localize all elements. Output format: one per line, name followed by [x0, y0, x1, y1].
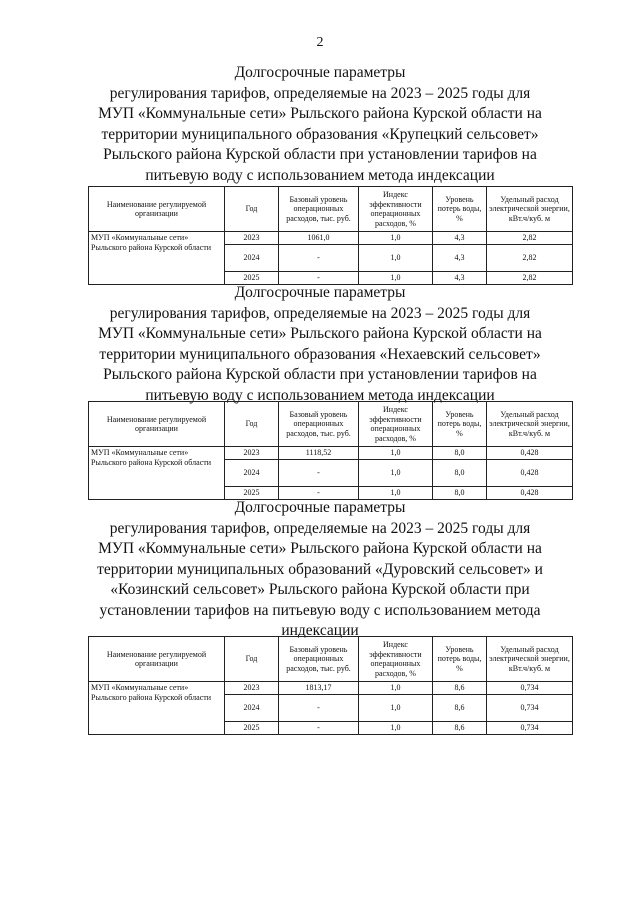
- year-cell: 2024: [225, 460, 279, 487]
- year-cell: 2025: [225, 487, 279, 500]
- energy-cell: 2,82: [487, 272, 573, 285]
- organization-cell: МУП «Коммунальные сети» Рыльского района Курской области: [89, 682, 225, 735]
- heading-line: территории муниципальных образований «Дуровский сельсовет» и: [97, 560, 543, 578]
- index-cell: 1,0: [359, 682, 433, 695]
- energy-cell: 0,428: [487, 460, 573, 487]
- header-index: Индекс эффективности операционных расходов, %: [359, 637, 433, 682]
- table-header-row: [89, 637, 573, 682]
- base-cell: -: [279, 487, 359, 500]
- table-row: [89, 447, 573, 460]
- heading-line: регулирования тарифов, определяемые на 2023 – 2025 годы для: [109, 304, 531, 322]
- index-cell: 1,0: [359, 695, 433, 722]
- heading-line: Долгосрочные параметры: [234, 284, 406, 301]
- organization-cell: МУП «Коммунальные сети» Рыльского района Курской области: [89, 232, 225, 285]
- heading-line: Рыльского района Курской области при установлении тарифов на: [103, 366, 537, 383]
- heading-line: питьевую воду с использованием метода индексации: [145, 166, 495, 184]
- header-loss: Уровень потерь воды, %: [433, 402, 487, 447]
- heading-line: регулирования тарифов, определяемые на 2023 – 2025 годы для: [109, 519, 531, 537]
- year-cell: 2024: [225, 245, 279, 272]
- energy-cell: 2,82: [487, 232, 573, 245]
- year-cell: 2025: [225, 722, 279, 735]
- loss-cell: 8,6: [433, 695, 487, 722]
- header-org: Наименование регулируемой организации: [89, 187, 225, 232]
- base-cell: -: [279, 272, 359, 285]
- header-base: Базовый уровень операционных расходов, тыс. руб.: [279, 402, 359, 447]
- section-heading: [0, 498, 640, 642]
- page-number: 2: [316, 35, 324, 50]
- header-energy: Удельный расход электрической энергии, кВт.ч/куб. м: [487, 187, 573, 232]
- energy-cell: 0,734: [487, 722, 573, 735]
- header-org: Наименование регулируемой организации: [89, 637, 225, 682]
- heading-line: Долгосрочные параметры: [234, 499, 406, 516]
- heading-line: МУП «Коммунальные сети» Рыльского района Курской области на: [98, 325, 542, 342]
- section-krupets: [0, 63, 640, 186]
- header-year: Год: [225, 637, 279, 682]
- base-cell: -: [279, 722, 359, 735]
- heading-line: установлении тарифов на питьевую воду с использованием метода: [99, 601, 541, 619]
- energy-cell: 0,428: [487, 487, 573, 500]
- loss-cell: 8,0: [433, 487, 487, 500]
- base-cell: -: [279, 245, 359, 272]
- tariff-table-durov-kozin: [88, 636, 573, 735]
- table-header-row: [89, 187, 573, 232]
- loss-cell: 8,0: [433, 447, 487, 460]
- heading-line: Рыльского района Курской области при установлении тарифов на: [103, 146, 537, 163]
- header-energy: Удельный расход электрической энергии, кВт.ч/куб. м: [487, 402, 573, 447]
- year-cell: 2023: [225, 682, 279, 695]
- table-row: [89, 232, 573, 245]
- base-cell: 1118,52: [279, 447, 359, 460]
- loss-cell: 4,3: [433, 232, 487, 245]
- table-row: [89, 682, 573, 695]
- heading-line: индексации: [281, 622, 359, 639]
- section-nekhaev: [0, 283, 640, 406]
- heading-line: регулирования тарифов, определяемые на 2023 – 2025 годы для: [109, 84, 531, 102]
- index-cell: 1,0: [359, 722, 433, 735]
- heading-line: МУП «Коммунальные сети» Рыльского района Курской области на: [98, 540, 542, 557]
- header-index: Индекс эффективности операционных расходов, %: [359, 402, 433, 447]
- year-cell: 2023: [225, 232, 279, 245]
- header-index: Индекс эффективности операционных расходов, %: [359, 187, 433, 232]
- year-cell: 2025: [225, 272, 279, 285]
- index-cell: 1,0: [359, 232, 433, 245]
- base-cell: 1061,0: [279, 232, 359, 245]
- header-base: Базовый уровень операционных расходов, тыс. руб.: [279, 187, 359, 232]
- header-org: Наименование регулируемой организации: [89, 402, 225, 447]
- section-heading: [0, 63, 640, 186]
- index-cell: 1,0: [359, 272, 433, 285]
- heading-line: территории муниципального образования «Крупецкий сельсовет»: [101, 125, 539, 143]
- index-cell: 1,0: [359, 245, 433, 272]
- energy-cell: 0,734: [487, 682, 573, 695]
- heading-line: питьевую воду с использованием метода индексации: [145, 386, 495, 404]
- header-base: Базовый уровень операционных расходов, тыс. руб.: [279, 637, 359, 682]
- energy-cell: 0,734: [487, 695, 573, 722]
- tariff-table-krupets: [88, 186, 573, 285]
- energy-cell: 2,82: [487, 245, 573, 272]
- loss-cell: 8,6: [433, 722, 487, 735]
- section-heading: [0, 283, 640, 406]
- heading-line: территории муниципального образования «Нехаевский сельсовет»: [99, 345, 541, 363]
- heading-line: МУП «Коммунальные сети» Рыльского района Курской области на: [98, 105, 542, 122]
- heading-line: «Козинский сельсовет» Рыльского района Курской области при: [110, 581, 530, 598]
- tariff-table-nekhaev: [88, 401, 573, 500]
- base-cell: -: [279, 460, 359, 487]
- section-durov-kozin: [0, 498, 640, 642]
- index-cell: 1,0: [359, 487, 433, 500]
- loss-cell: 8,0: [433, 460, 487, 487]
- loss-cell: 8,6: [433, 682, 487, 695]
- header-year: Год: [225, 187, 279, 232]
- base-cell: 1813,17: [279, 682, 359, 695]
- year-cell: 2024: [225, 695, 279, 722]
- energy-cell: 0,428: [487, 447, 573, 460]
- header-loss: Уровень потерь воды, %: [433, 187, 487, 232]
- header-loss: Уровень потерь воды, %: [433, 637, 487, 682]
- base-cell: -: [279, 695, 359, 722]
- index-cell: 1,0: [359, 447, 433, 460]
- header-energy: Удельный расход электрической энергии, кВт.ч/куб. м: [487, 637, 573, 682]
- header-year: Год: [225, 402, 279, 447]
- heading-line: Долгосрочные параметры: [234, 64, 406, 81]
- table-header-row: [89, 402, 573, 447]
- loss-cell: 4,3: [433, 245, 487, 272]
- year-cell: 2023: [225, 447, 279, 460]
- organization-cell: МУП «Коммунальные сети» Рыльского района Курской области: [89, 447, 225, 500]
- index-cell: 1,0: [359, 460, 433, 487]
- loss-cell: 4,3: [433, 272, 487, 285]
